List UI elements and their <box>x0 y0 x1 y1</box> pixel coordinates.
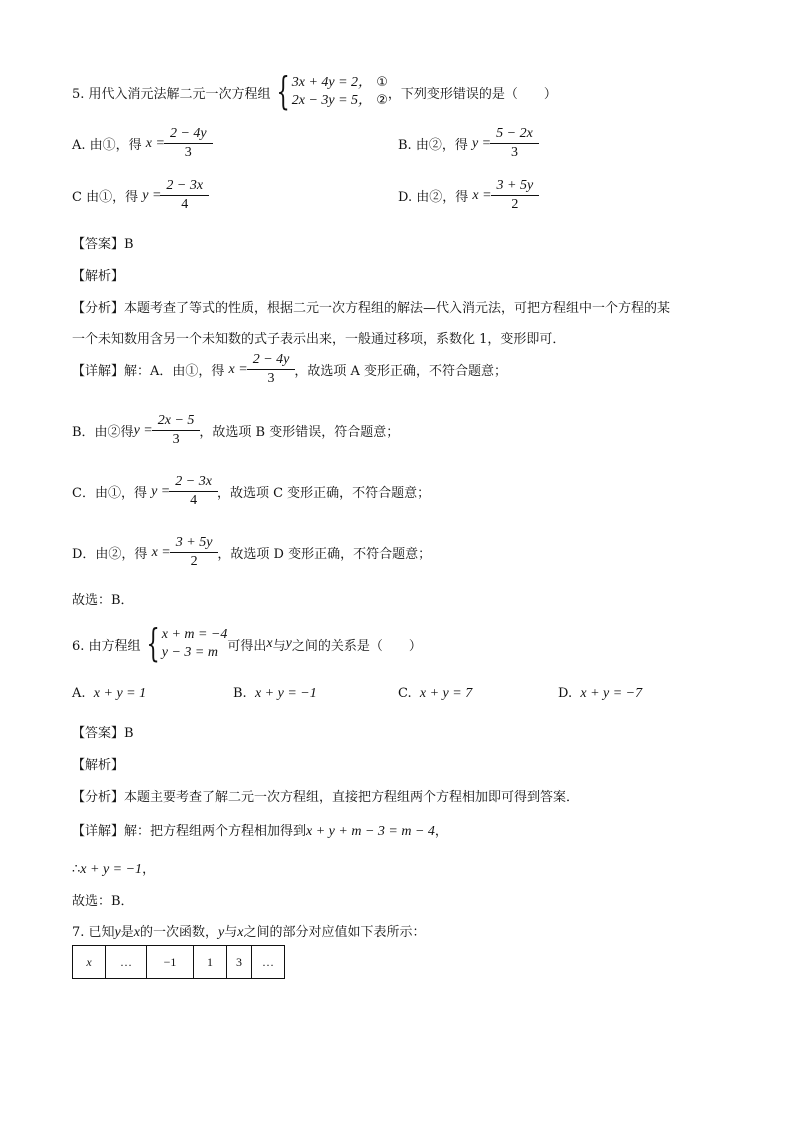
table-cell: 3 <box>227 946 252 979</box>
q5-analysis-line1: 【分析】本题考查了等式的性质，根据二元一次方程组的解法—代入消元法，可把方程组中一个方程的某 <box>72 301 671 316</box>
fraction: $\frac{2 - 3x}{4}$ <box>172 474 215 509</box>
table-row <box>73 946 285 979</box>
q5-option-d: D. 由②，得 x = $\frac{3 + 5y}{2}$ <box>398 178 538 213</box>
q5-detail-b: B．由②得 y = $\frac{2x - 5}{3}$ ，故选项 B 变形错误，符合题意； <box>72 413 400 447</box>
q6-stem: 6. 由方程组 { x + m = −4 y − 3 = m 可得出 x 与 y 之间的关系是（ ） <box>72 621 422 665</box>
q6-eq1: x + m = −4 <box>161 627 228 642</box>
fraction: $\frac{2x - 5}{3}$ <box>155 413 198 448</box>
q6-option-d: D. x + y = −7 <box>558 686 643 701</box>
table-cell: … <box>106 946 147 979</box>
q6-analysis: 【分析】本题主要考查了解二元一次方程组，直接把方程组两个方程相加即可得到答案． <box>72 790 580 805</box>
q5-eq1-tag: ① <box>376 75 388 90</box>
table-cell: −1 <box>147 946 194 979</box>
fraction: $\frac{3 + 5y}{2}$ <box>173 535 216 570</box>
q6-answer: 【答案】B <box>72 726 134 741</box>
q6-equation-system <box>141 621 228 665</box>
q5-eq2-tag: ② <box>376 93 388 108</box>
q6-option-c: C. x + y = 7 <box>398 686 473 701</box>
fraction: $\frac{3 + 5y}{2}$ <box>494 178 537 213</box>
q5-eq2: 2x − 3y = 5， <box>291 93 373 108</box>
q5-option-a: A. 由①，得 x = $\frac{2 - 4y}{3}$ <box>72 126 212 161</box>
q6-prefix: 6. 由方程组 <box>72 638 141 654</box>
q5-eq1: 3x + 4y = 2， <box>291 75 373 90</box>
therefore-icon: ∴ <box>72 862 81 877</box>
left-brace-icon: { <box>145 621 160 665</box>
q5-option-b: B. 由②，得 y = $\frac{5 - 2x}{3}$ <box>398 126 538 161</box>
fraction: $\frac{2 - 4y}{3}$ <box>167 126 210 161</box>
fraction: $\frac{2 - 4y}{3}$ <box>250 352 293 387</box>
q6-therefore: ∴x + y = −1， <box>72 862 156 877</box>
q5-suffix: ，下列变形错误的是（ ） <box>387 86 557 102</box>
q5-detail-c: C．由①，得 y = $\frac{2 - 3x}{4}$ ，故选项 C 变形正确，不符合题意； <box>72 474 431 508</box>
fraction: $\frac{5 - 2x}{3}$ <box>493 126 536 161</box>
q5-analysis-line2: 一个未知数用含另一个未知数的式子表示出来，一般通过移项，系数化 1，变形即可． <box>72 332 566 347</box>
fraction: $\frac{2 - 3x}{4}$ <box>163 178 206 213</box>
q6-eq2: y − 3 = m <box>161 645 218 660</box>
q6-detail: 【详解】解：把方程组两个方程相加得到x + y + m − 3 = m − 4， <box>72 824 448 839</box>
q5-stem <box>72 70 557 114</box>
q6-choose: 故选：B． <box>72 894 134 909</box>
q5-prefix: 5. 用代入消元法解二元一次方程组 <box>72 86 271 102</box>
left-brace-icon: { <box>275 69 290 113</box>
q5-detail-a: 【详解】解：A．由①，得 x = $\frac{2 - 4y}{3}$ ，故选项 A 变形正确，不符合题意； <box>72 352 508 386</box>
q5-analysis-heading: 【解析】 <box>72 269 125 284</box>
q7-value-table <box>72 945 285 979</box>
q6-analysis-heading: 【解析】 <box>72 758 125 773</box>
q5-answer: 【答案】B <box>72 237 134 252</box>
q5-choose: 故选：B． <box>72 593 134 608</box>
table-cell: x <box>73 946 106 979</box>
q7-stem: 7. 已知y是x的一次函数，y与x之间的部分对应值如下表所示： <box>72 925 426 940</box>
q6-option-a: A. x + y = 1 <box>72 686 147 701</box>
q5-detail-d: D．由②，得 x = $\frac{3 + 5y}{2}$ ，故选项 D 变形正确，不符合题意； <box>72 535 432 569</box>
q6-option-b: B. x + y = −1 <box>233 686 317 701</box>
q5-equation-system <box>271 69 388 113</box>
table-cell: … <box>252 946 285 979</box>
table-cell: 1 <box>194 946 227 979</box>
q5-option-c: C 由①，得 y = $\frac{2 - 3x}{4}$ <box>72 178 208 213</box>
